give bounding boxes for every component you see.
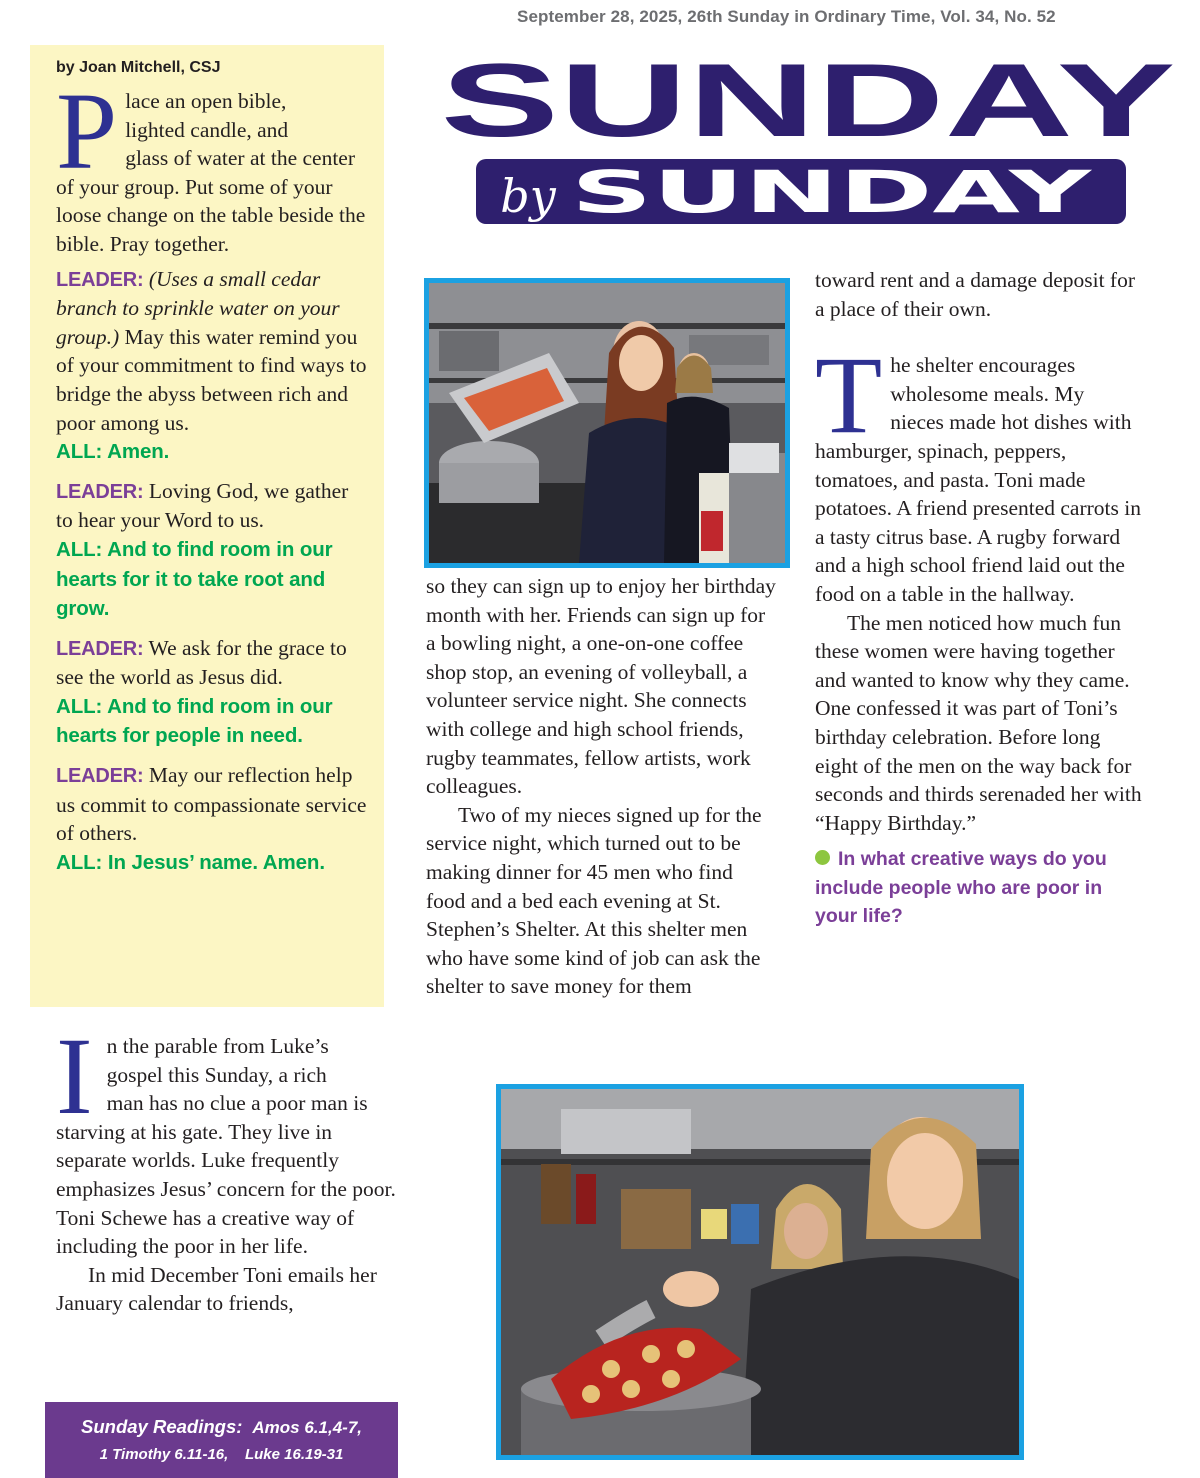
byline: by Joan Mitchell, CSJ	[56, 59, 221, 76]
article-paragraph-2: In mid December Toni emails her January calendar to friends,	[56, 1262, 377, 1316]
article-column-2	[426, 572, 776, 1001]
dropcap-i: I	[56, 1015, 93, 1137]
prayer-intro: P lace an open bible, lighted candle, and glass of water at the center of your group. Put some of your loose change on the table beside the bible. Pray together.	[56, 70, 366, 256]
leader-text: Loving God, we gather to hear your Word to us.	[56, 478, 349, 533]
article-paragraph-1: I n the parable from Luke’s gospel this Sunday, a rich man has no clue a poor man is starving at his gate. They live in separate worlds. Luke frequently emphasizes Jesus’ concern for the poor. Toni Schewe has a creative way of including the poor in her life.	[56, 1015, 396, 1259]
article-paragraph-7: The men noticed how much fun these women were having together and wanted to know why they came. One confessed it was part of Toni’s birthday celebration. Before long eight of the men on the way back for seconds and thirds serenaded her with “Happy Birthday.”	[815, 610, 1142, 835]
photo-kitchen-cooking	[424, 278, 790, 568]
readings-line-1: Amos 6.1,4-7,	[252, 1418, 362, 1437]
prayer-block-3	[56, 634, 370, 751]
article-paragraph-3: so they can sign up to enjoy her birthday month with her. Friends can sign up for a bowling night, a one-on-one coffee shop stop, an evening of volleyball, a volunteer service night. She connects with college and high school friends, rugby teammates, fellow artists, work colleagues.	[426, 574, 776, 799]
leader-text: May this water remind you of your commitment to find ways to bridge the abyss between rich and poor among us.	[56, 324, 367, 435]
masthead-title-top: SUNDAY	[440, 44, 1176, 159]
bullet-icon	[815, 850, 830, 865]
leader-label: LEADER:	[56, 480, 144, 503]
all-response: ALL: And to find room in our hearts for people in need.	[56, 694, 333, 748]
leader-label: LEADER:	[56, 637, 144, 660]
all-response: ALL: Amen.	[56, 440, 170, 464]
dropcap-t: T	[815, 334, 883, 457]
prayer-block-2	[56, 477, 370, 624]
leader-direction: (Uses a small cedar branch to sprinkle water on your group.)	[56, 266, 340, 349]
leader-text: We ask for the grace to see the world as Jesus did.	[56, 635, 347, 690]
masthead-by: by	[500, 169, 556, 223]
all-response: ALL: And to find room in our hearts for it to take root and grow.	[56, 537, 333, 621]
masthead-title-bottom: SUNDAY	[571, 158, 1093, 226]
leader-label: LEADER:	[56, 268, 144, 291]
issue-line: September 28, 2025, 26th Sunday in Ordinary Time, Vol. 34, No. 52	[517, 7, 1056, 26]
article-paragraph-4: Two of my nieces signed up for the service night, which turned out to be making dinner for 45 men who find food and a bed each evening at St. Stephen’s Shelter. At this shelter men who have some kind of job can ask the shelter to save money for them	[426, 802, 762, 999]
reflection-question: In what creative ways do you include people who are poor in your life?	[815, 848, 1107, 928]
readings-label: Sunday Readings:	[81, 1416, 243, 1437]
prayer-block-4	[56, 761, 370, 877]
prayer-block-1	[56, 265, 370, 467]
dropcap-p: P	[56, 70, 118, 192]
all-response: ALL: In Jesus’ name. Amen.	[56, 850, 325, 874]
article-paragraph-5: toward rent and a damage deposit for a place of their own.	[815, 268, 1135, 321]
photo-women-cooking	[496, 1084, 1024, 1460]
article-column-3	[815, 266, 1145, 931]
masthead-logo	[436, 44, 1181, 234]
article-paragraph-6: T he shelter encourages wholesome meals. My nieces made hot dishes with hamburger, spinach, peppers, tomatoes, and pasta. Toni made potatoes. A friend presented carrots in a tasty citrus base. A rugby forward and a high school friend laid out the food on a table in the hallway.	[815, 334, 1141, 606]
prayer-box	[30, 45, 384, 1007]
readings-line-2: 1 Timothy 6.11-16, Luke 16.19-31	[99, 1446, 344, 1463]
leader-label: LEADER:	[56, 765, 144, 788]
sunday-readings-box	[45, 1402, 398, 1478]
article-column-1	[56, 1015, 398, 1318]
leader-text: May our reflection help us commit to compassionate service of others.	[56, 763, 367, 846]
